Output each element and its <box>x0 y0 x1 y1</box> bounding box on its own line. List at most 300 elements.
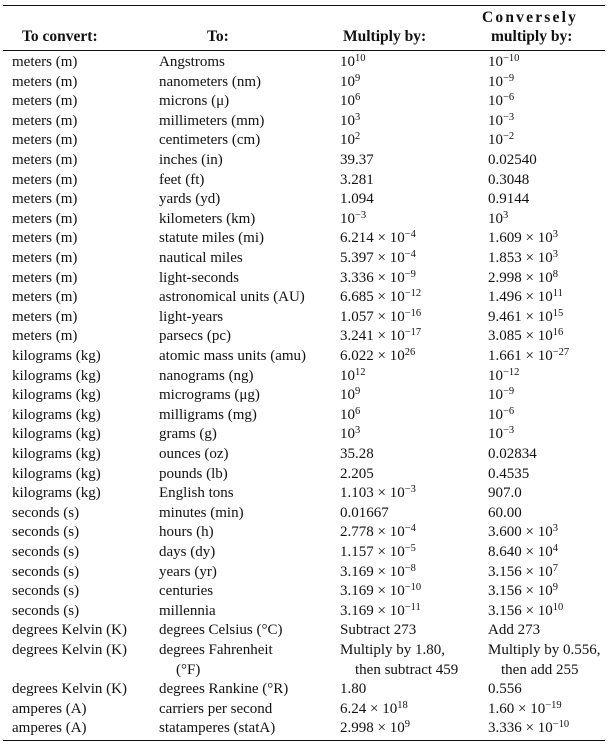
from-unit <box>12 602 79 622</box>
conversely-multiply-by-value: 0.02834 <box>488 446 537 462</box>
conversely-multiply-by-exponent: −2 <box>503 131 515 143</box>
multiply-by-value: 3.336 × 10 <box>340 269 405 286</box>
conversely-multiply-by <box>488 269 558 289</box>
to-unit <box>159 465 228 485</box>
to-unit <box>159 151 223 171</box>
multiply-by <box>340 641 459 678</box>
from-unit-text: amperes (A) <box>12 700 87 717</box>
conversely-multiply-by-value: 10 <box>488 112 503 129</box>
from-unit <box>12 151 77 171</box>
multiply-by <box>340 112 360 132</box>
to-unit-text: grams (g) <box>159 426 217 443</box>
multiply-by <box>340 131 360 151</box>
conversely-multiply-by-line2: then add 255 <box>501 661 579 678</box>
conversely-multiply-by-value: 1.496 × 10 <box>488 289 553 306</box>
multiply-by <box>340 602 421 622</box>
to-unit-text: light-seconds <box>159 269 239 286</box>
multiply-by-exponent: −4 <box>404 523 416 535</box>
to-unit-text: parsecs (pc) <box>159 328 232 345</box>
to-unit <box>159 73 261 93</box>
multiply-by-value: 3.169 × 10 <box>340 563 405 580</box>
multiply-by-value: 10 <box>340 54 355 70</box>
to-unit <box>159 308 223 328</box>
to-unit <box>159 582 213 602</box>
multiply-by-value: 10 <box>340 112 355 129</box>
conversely-multiply-by-value: 60.00 <box>488 504 522 521</box>
conversely-multiply-by <box>488 523 558 543</box>
conversely-multiply-by-value: 3.156 × 10 <box>488 583 553 600</box>
conversely-multiply-by-value: 907.0 <box>488 485 522 502</box>
from-unit <box>12 445 101 465</box>
from-unit-text: seconds (s) <box>12 602 80 619</box>
conversely-multiply-by-value: 10 <box>488 387 503 404</box>
from-unit <box>12 484 101 504</box>
from-unit-text: meters (m) <box>12 93 78 110</box>
multiply-by <box>340 680 366 700</box>
conversely-multiply-by-exponent: 3 <box>503 209 509 221</box>
conversely-multiply-by <box>488 171 529 191</box>
multiply-by <box>340 92 360 112</box>
table-row <box>0 229 608 249</box>
table-row <box>0 112 608 132</box>
from-unit-text: seconds (s) <box>12 583 80 600</box>
table-row <box>0 465 608 485</box>
to-unit-text: carriers per second <box>159 700 273 717</box>
multiply-by <box>340 327 421 347</box>
multiply-by-exponent: −11 <box>404 601 421 613</box>
table-row <box>0 151 608 171</box>
conversely-multiply-by <box>488 719 569 739</box>
multiply-by-exponent: 2 <box>355 131 361 143</box>
from-unit <box>12 53 77 73</box>
multiply-by-exponent: −12 <box>404 287 422 299</box>
multiply-by-exponent: 3 <box>355 425 361 437</box>
from-unit-text: meters (m) <box>12 250 78 266</box>
conversely-multiply-by-value: 3.600 × 10 <box>488 524 553 541</box>
table-row <box>0 504 608 524</box>
table-row <box>0 700 608 720</box>
to-unit <box>159 229 264 249</box>
to-unit-text: microns (μ) <box>159 93 230 110</box>
conversely-multiply-by-exponent: 7 <box>552 562 558 574</box>
from-unit-text: meters (m) <box>12 289 78 306</box>
table-row <box>0 563 608 583</box>
multiply-by-exponent: −3 <box>404 483 416 495</box>
to-unit-text: statute miles (mi) <box>159 230 264 247</box>
multiply-by <box>340 700 408 720</box>
from-unit-text: meters (m) <box>12 308 78 325</box>
to-unit-text: English tons <box>159 485 234 502</box>
to-unit <box>159 386 260 406</box>
multiply-by-exponent: −10 <box>404 581 422 593</box>
from-unit <box>12 504 79 524</box>
multiply-by-value: 1.80 <box>340 681 367 698</box>
from-unit <box>12 680 127 700</box>
multiply-by-exponent: −17 <box>404 327 422 339</box>
conversely-multiply-by <box>488 92 514 112</box>
conversely-multiply-by-value: 3.336 × 10 <box>488 720 553 737</box>
multiply-by <box>340 269 416 289</box>
multiply-by <box>340 347 415 367</box>
multiply-by-value: 10 <box>340 406 355 423</box>
multiply-by-exponent: 6 <box>355 91 361 103</box>
to-unit-text: degrees Celsius (°C) <box>159 622 283 639</box>
multiply-by-value: Multiply by 1.80, <box>340 642 446 658</box>
conversely-multiply-by-exponent: 3 <box>552 523 558 535</box>
multiply-by-exponent: −5 <box>404 542 416 554</box>
conversely-multiply-by <box>488 641 601 678</box>
to-unit <box>159 92 229 112</box>
multiply-by-exponent: −9 <box>404 268 416 280</box>
multiply-by-exponent: 9 <box>404 719 410 731</box>
multiply-by-value: 10 <box>340 387 355 404</box>
multiply-by <box>340 445 374 465</box>
conversely-multiply-by <box>488 347 569 367</box>
conversely-multiply-by <box>488 563 558 583</box>
multiply-by <box>340 719 410 739</box>
from-unit-text: meters (m) <box>12 210 78 227</box>
multiply-by-exponent: 26 <box>404 346 416 358</box>
table-row <box>0 680 608 700</box>
conversely-multiply-by-exponent: −6 <box>503 91 515 103</box>
conversely-multiply-by-value: 2.998 × 10 <box>488 269 553 286</box>
conversely-multiply-by-exponent: −27 <box>552 346 570 358</box>
multiply-by-exponent: −4 <box>404 229 416 241</box>
conversely-multiply-by <box>488 249 558 269</box>
conversely-multiply-by-value: 1.609 × 10 <box>488 230 553 247</box>
multiply-by-value: 3.241 × 10 <box>340 328 405 345</box>
to-unit <box>159 288 305 308</box>
multiply-by <box>340 249 416 269</box>
table-row <box>0 602 608 622</box>
conversely-multiply-by-exponent: 11 <box>552 287 563 299</box>
from-unit <box>12 229 77 249</box>
from-unit <box>12 543 79 563</box>
to-unit <box>159 563 217 583</box>
multiply-by <box>340 425 360 445</box>
to-unit-text: milligrams (mg) <box>159 406 257 423</box>
conversely-multiply-by-exponent: −9 <box>503 72 515 84</box>
to-unit-text: inches (in) <box>159 152 223 168</box>
from-unit <box>12 210 77 230</box>
multiply-by-value: 10 <box>340 367 355 384</box>
to-unit-text: centuries <box>159 583 214 600</box>
multiply-by-value: 6.022 × 10 <box>340 348 405 364</box>
conversely-multiply-by-value: 1.661 × 10 <box>488 348 553 364</box>
to-unit-text: nautical miles <box>159 250 243 266</box>
multiply-by-value: 1.057 × 10 <box>340 308 405 325</box>
to-unit-text: centimeters (cm) <box>159 132 261 149</box>
to-unit-text: Angstroms <box>159 54 225 70</box>
multiply-by <box>340 563 416 583</box>
to-unit <box>159 269 239 289</box>
conversely-multiply-by <box>488 386 514 406</box>
conversely-multiply-by-value: 1.853 × 10 <box>488 250 553 266</box>
to-unit-text: atomic mass units (amu) <box>159 348 307 364</box>
from-unit-text: seconds (s) <box>12 524 80 541</box>
conversely-multiply-by <box>488 504 522 524</box>
conversely-multiply-by-exponent: −9 <box>503 385 515 397</box>
multiply-by-value: 10 <box>340 132 355 149</box>
table-row <box>0 484 608 504</box>
table-row <box>0 53 608 73</box>
conversely-multiply-by <box>488 484 522 504</box>
from-unit <box>12 563 79 583</box>
to-unit <box>159 131 260 151</box>
conversely-multiply-by-exponent: 16 <box>552 327 564 339</box>
from-unit-text: kilograms (kg) <box>12 367 101 384</box>
conversely-multiply-by <box>488 425 514 445</box>
from-unit-text: kilograms (kg) <box>12 348 101 364</box>
from-unit-text: meters (m) <box>12 152 78 168</box>
header-conversely: Conversely <box>482 9 579 26</box>
to-unit-text: millimeters (mm) <box>159 112 265 129</box>
from-unit <box>12 308 77 328</box>
multiply-by-exponent: 9 <box>355 72 361 84</box>
multiply-by <box>340 308 421 328</box>
conversely-multiply-by-exponent: −10 <box>552 719 570 731</box>
from-unit-text: seconds (s) <box>12 504 80 521</box>
from-unit <box>12 425 101 445</box>
from-unit <box>12 131 77 151</box>
conversely-multiply-by <box>488 151 537 171</box>
conversely-multiply-by-value: 0.9144 <box>488 191 530 208</box>
from-unit-text: kilograms (kg) <box>12 465 101 482</box>
to-unit-text: hours (h) <box>159 524 214 541</box>
multiply-by-value: 2.998 × 10 <box>340 720 405 737</box>
conversely-multiply-by <box>488 621 540 641</box>
from-unit <box>12 269 77 289</box>
table-row <box>0 269 608 289</box>
multiply-by-value: 35.28 <box>340 446 374 462</box>
multiply-by-exponent: 12 <box>355 366 366 378</box>
from-unit <box>12 112 77 132</box>
from-unit-text: kilograms (kg) <box>12 426 101 443</box>
table-row <box>0 210 608 230</box>
table-row <box>0 327 608 347</box>
conversely-multiply-by-value: 0.3048 <box>488 171 530 188</box>
from-unit <box>12 288 77 308</box>
from-unit-text: meters (m) <box>12 54 78 70</box>
conversely-multiply-by-value: Multiply by 0.556, <box>488 642 601 658</box>
table-row <box>0 523 608 543</box>
header-to: To: <box>207 28 229 45</box>
conversely-multiply-by <box>488 112 514 132</box>
conversely-multiply-by <box>488 229 558 249</box>
table-row <box>0 308 608 328</box>
from-unit-text: meters (m) <box>12 73 78 90</box>
conversely-multiply-by-value: 3.156 × 10 <box>488 563 553 580</box>
to-unit <box>159 190 220 210</box>
table-row <box>0 641 608 678</box>
conversely-multiply-by <box>488 327 563 347</box>
multiply-by-exponent: 9 <box>355 385 361 397</box>
conversely-multiply-by <box>488 680 522 700</box>
table-row <box>0 73 608 93</box>
conversely-multiply-by-value: 10 <box>488 93 503 110</box>
from-unit-text: meters (m) <box>12 171 78 188</box>
to-unit <box>159 523 214 543</box>
from-unit <box>12 73 77 93</box>
multiply-by-exponent: 10 <box>355 52 366 64</box>
conversely-multiply-by-value: 0.4535 <box>488 465 530 482</box>
conversely-multiply-by-value: 10 <box>488 367 503 384</box>
to-unit-text: light-years <box>159 308 224 325</box>
conversely-multiply-by-value: 10 <box>488 426 503 443</box>
to-unit <box>159 602 216 622</box>
multiply-by <box>340 504 389 524</box>
to-unit-text: micrograms (μg) <box>159 387 260 404</box>
from-unit-text: kilograms (kg) <box>12 406 101 423</box>
from-unit <box>12 171 77 191</box>
conversely-multiply-by-exponent: 3 <box>552 229 558 241</box>
multiply-by-value: 3.169 × 10 <box>340 583 405 600</box>
to-unit-text: feet (ft) <box>159 171 205 188</box>
multiply-by-value: 6.214 × 10 <box>340 230 405 247</box>
table-row <box>0 171 608 191</box>
from-unit-text: amperes (A) <box>12 720 87 737</box>
to-unit-text: years (yr) <box>159 563 217 580</box>
conversely-multiply-by-value: 3.156 × 10 <box>488 602 553 619</box>
from-unit-text: seconds (s) <box>12 544 80 560</box>
from-unit <box>12 347 101 367</box>
to-unit <box>159 249 243 269</box>
from-unit-text: meters (m) <box>12 191 78 208</box>
conversely-multiply-by <box>488 367 519 387</box>
from-unit-text: degrees Kelvin (K) <box>12 642 127 658</box>
from-unit-text: degrees Kelvin (K) <box>12 622 127 639</box>
conversely-multiply-by <box>488 445 537 465</box>
multiply-by-value: 3.281 <box>340 171 374 188</box>
table-row <box>0 249 608 269</box>
multiply-by <box>340 73 360 93</box>
multiply-by-value: 10 <box>340 93 355 110</box>
table-row <box>0 445 608 465</box>
multiply-by <box>340 171 374 191</box>
to-unit-text: degrees Fahrenheit <box>159 642 273 658</box>
from-unit <box>12 92 77 112</box>
table-row <box>0 288 608 308</box>
to-unit-text: minutes (min) <box>159 504 244 521</box>
from-unit <box>12 719 87 739</box>
multiply-by <box>340 53 366 73</box>
from-unit-text: degrees Kelvin (K) <box>12 681 127 698</box>
to-unit <box>159 210 255 230</box>
multiply-by-value: 10 <box>340 210 355 227</box>
multiply-by-value: 1.094 <box>340 191 374 208</box>
multiply-by <box>340 151 374 171</box>
to-unit-line2: (°F) <box>176 661 201 678</box>
header-rule <box>3 50 605 51</box>
multiply-by <box>340 523 416 543</box>
multiply-by <box>340 367 366 387</box>
multiply-by-value: 6.685 × 10 <box>340 289 405 306</box>
to-unit-text: kilometers (km) <box>159 210 256 227</box>
from-unit <box>12 465 101 485</box>
table-row <box>0 190 608 210</box>
table-row <box>0 92 608 112</box>
conversely-multiply-by-value: 1.60 × 10 <box>488 700 546 717</box>
multiply-by <box>340 288 421 308</box>
to-unit <box>159 347 306 367</box>
to-unit <box>159 680 288 700</box>
to-unit <box>159 504 244 524</box>
multiply-by <box>340 386 360 406</box>
to-unit-text: degrees Rankine (°R) <box>159 681 289 698</box>
multiply-by <box>340 484 416 504</box>
multiply-by-value: 1.157 × 10 <box>340 544 405 560</box>
to-unit-text: ounces (oz) <box>159 446 229 462</box>
multiply-by-exponent: −3 <box>355 209 367 221</box>
table-row <box>0 543 608 563</box>
conversely-multiply-by-value: 10 <box>488 210 503 227</box>
from-unit <box>12 190 77 210</box>
from-unit <box>12 327 77 347</box>
conversely-multiply-by <box>488 53 519 73</box>
header-to-convert: To convert: <box>22 28 98 45</box>
multiply-by-exponent: −16 <box>404 307 422 319</box>
to-unit-text: days (dy) <box>159 544 216 560</box>
conversely-multiply-by-exponent: 10 <box>552 601 564 613</box>
from-unit <box>12 582 79 602</box>
conversely-multiply-by-exponent: 8 <box>552 268 558 280</box>
to-unit <box>159 641 273 678</box>
conversely-multiply-by-value: 10 <box>488 54 503 70</box>
table-row <box>0 425 608 445</box>
from-unit-text: kilograms (kg) <box>12 485 101 502</box>
table-row <box>0 386 608 406</box>
table-row <box>0 131 608 151</box>
from-unit <box>12 523 79 543</box>
conversely-multiply-by-value: Add 273 <box>488 622 541 639</box>
multiply-by-value: 3.169 × 10 <box>340 602 405 619</box>
conversely-multiply-by <box>488 582 558 602</box>
multiply-by <box>340 543 416 563</box>
conversely-multiply-by-exponent: −3 <box>503 111 515 123</box>
to-unit <box>159 53 225 73</box>
conversely-multiply-by <box>488 602 563 622</box>
to-unit <box>159 700 272 720</box>
multiply-by <box>340 210 366 230</box>
multiply-by-exponent: −4 <box>404 248 416 260</box>
conversely-multiply-by <box>488 73 514 93</box>
to-unit <box>159 112 264 132</box>
from-unit <box>12 621 127 641</box>
to-unit <box>159 543 215 563</box>
conversely-multiply-by-value: 0.556 <box>488 681 522 698</box>
header-conversely-multiply-by: multiply by: <box>491 28 573 45</box>
conversely-multiply-by <box>488 406 514 426</box>
conversely-multiply-by <box>488 700 562 720</box>
conversely-multiply-by <box>488 308 563 328</box>
to-unit-text: yards (yd) <box>159 191 221 208</box>
to-unit <box>159 425 217 445</box>
conversely-multiply-by-value: 0.02540 <box>488 152 537 168</box>
multiply-by-value: 10 <box>340 73 355 90</box>
conversely-multiply-by-exponent: −12 <box>503 366 520 378</box>
from-unit <box>12 406 101 426</box>
to-unit <box>159 621 282 641</box>
table-row <box>0 719 608 739</box>
from-unit-text: meters (m) <box>12 112 78 129</box>
from-unit-text: meters (m) <box>12 132 78 149</box>
conversely-multiply-by <box>488 288 563 308</box>
multiply-by-line2: then subtract 459 <box>355 661 459 678</box>
table-row <box>0 582 608 602</box>
conversely-multiply-by-value: 9.461 × 10 <box>488 308 553 325</box>
from-unit-text: seconds (s) <box>12 563 80 580</box>
multiply-by-value: 6.24 × 10 <box>340 700 398 717</box>
